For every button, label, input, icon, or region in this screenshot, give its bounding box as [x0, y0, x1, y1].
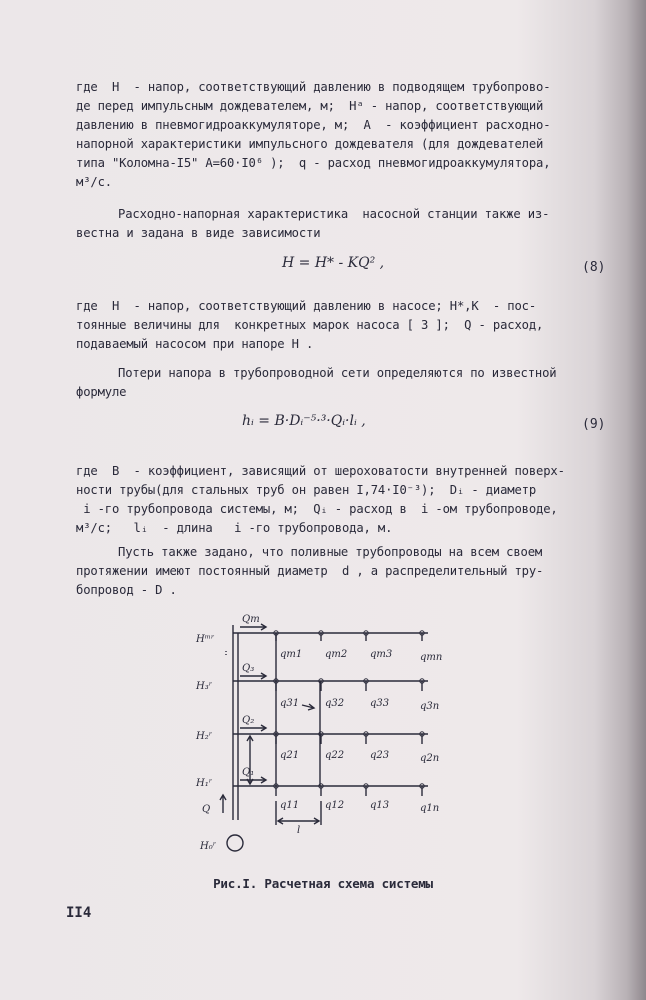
equation-8: H = H* - KQ² , — [282, 255, 385, 271]
label-q12: q12 — [325, 800, 345, 811]
figure-caption: Рис.I. Расчетная схема системы — [213, 876, 433, 891]
paragraph-1: где H - напор, соответствующий давлению в подводящем трубопрово- де перед импульсным дождевателем, м; Hᵃ - напор, соответствующий давлению в пневмогидроаккумуляторе, м; A - коэффициент расходно- напорной характеристики импульсного дождевателя (для дождевателей типа "Коломна-I5" A=60·I0⁶ ); q - расход пневмогидроаккумулятора, м³/с. — [76, 80, 551, 189]
paragraph-2: Расходно-напорная характеристика насосной станции также из- вестна и задана в виде зависимости — [76, 207, 550, 240]
label-qm1: qm1 — [280, 649, 303, 660]
equation-9: hᵢ = B·Dᵢ⁻⁵·³·Qᵢ·lᵢ , — [242, 413, 366, 429]
label-q22: q22 — [325, 750, 345, 761]
label-q23: q23 — [370, 750, 390, 761]
label-Q3: Q₃ — [242, 663, 255, 674]
equation-9-number: (9) — [582, 417, 606, 432]
label-Qm: Qm — [242, 614, 260, 625]
paragraph-6: Пусть также задано, что поливные трубопроводы на всем своем протяжении имеют постоянный диаметр d , а распределительный тру- бопровод - D . — [76, 545, 544, 597]
label-q21: q21 — [280, 750, 300, 761]
label-Q: Q — [202, 804, 211, 815]
label-q1n: q1n — [420, 803, 440, 814]
paragraph-4: Потери напора в трубопроводной сети определяются по известной формуле — [76, 366, 557, 399]
label-H0: H₀ʳ — [200, 841, 217, 852]
label-q13: q13 — [370, 800, 390, 811]
label-H1: H₁ʳ — [196, 778, 213, 789]
label-q2n: q2n — [420, 753, 440, 764]
label-qmn: qmn — [420, 652, 443, 663]
label-q33: q33 — [370, 698, 390, 709]
label-qm2: qm2 — [325, 649, 348, 660]
label-H3: H₃ʳ — [196, 681, 213, 692]
paragraph-3: где H - напор, соответствующий давлению в насосе; H*,K - пос- тоянные величины для конкретных марок насоса [ 3 ]; Q - расход, подаваемый насосом при напоре H . — [76, 299, 544, 351]
paragraph-5: где B - коэффициент, зависящий от шероховатости внутренней поверх- ности трубы(для стальных труб он равен I,74·I0⁻³); Dᵢ - диаметр i -го трубопровода системы, м; Qᵢ - расход в i -ом трубопроводе, м³/с; lᵢ - длина i -го трубопровода, м. — [76, 464, 565, 535]
label-Hm: Hᵐʳ — [196, 634, 215, 645]
label-q32: q32 — [325, 698, 345, 709]
page-number: II4 — [66, 905, 92, 921]
label-l-horizontal: l — [297, 825, 301, 836]
label-q3n: q3n — [420, 701, 440, 712]
label-qm3: qm3 — [370, 649, 393, 660]
label-q11: q11 — [280, 800, 300, 811]
label-Q2: Q₂ — [242, 715, 255, 726]
system-scheme-figure — [190, 605, 450, 860]
label-Q1: Q₁ — [242, 767, 255, 778]
label-H2: H₂ʳ — [196, 731, 213, 742]
equation-8-number: (8) — [582, 260, 606, 275]
label-q31: q31 — [280, 698, 300, 709]
